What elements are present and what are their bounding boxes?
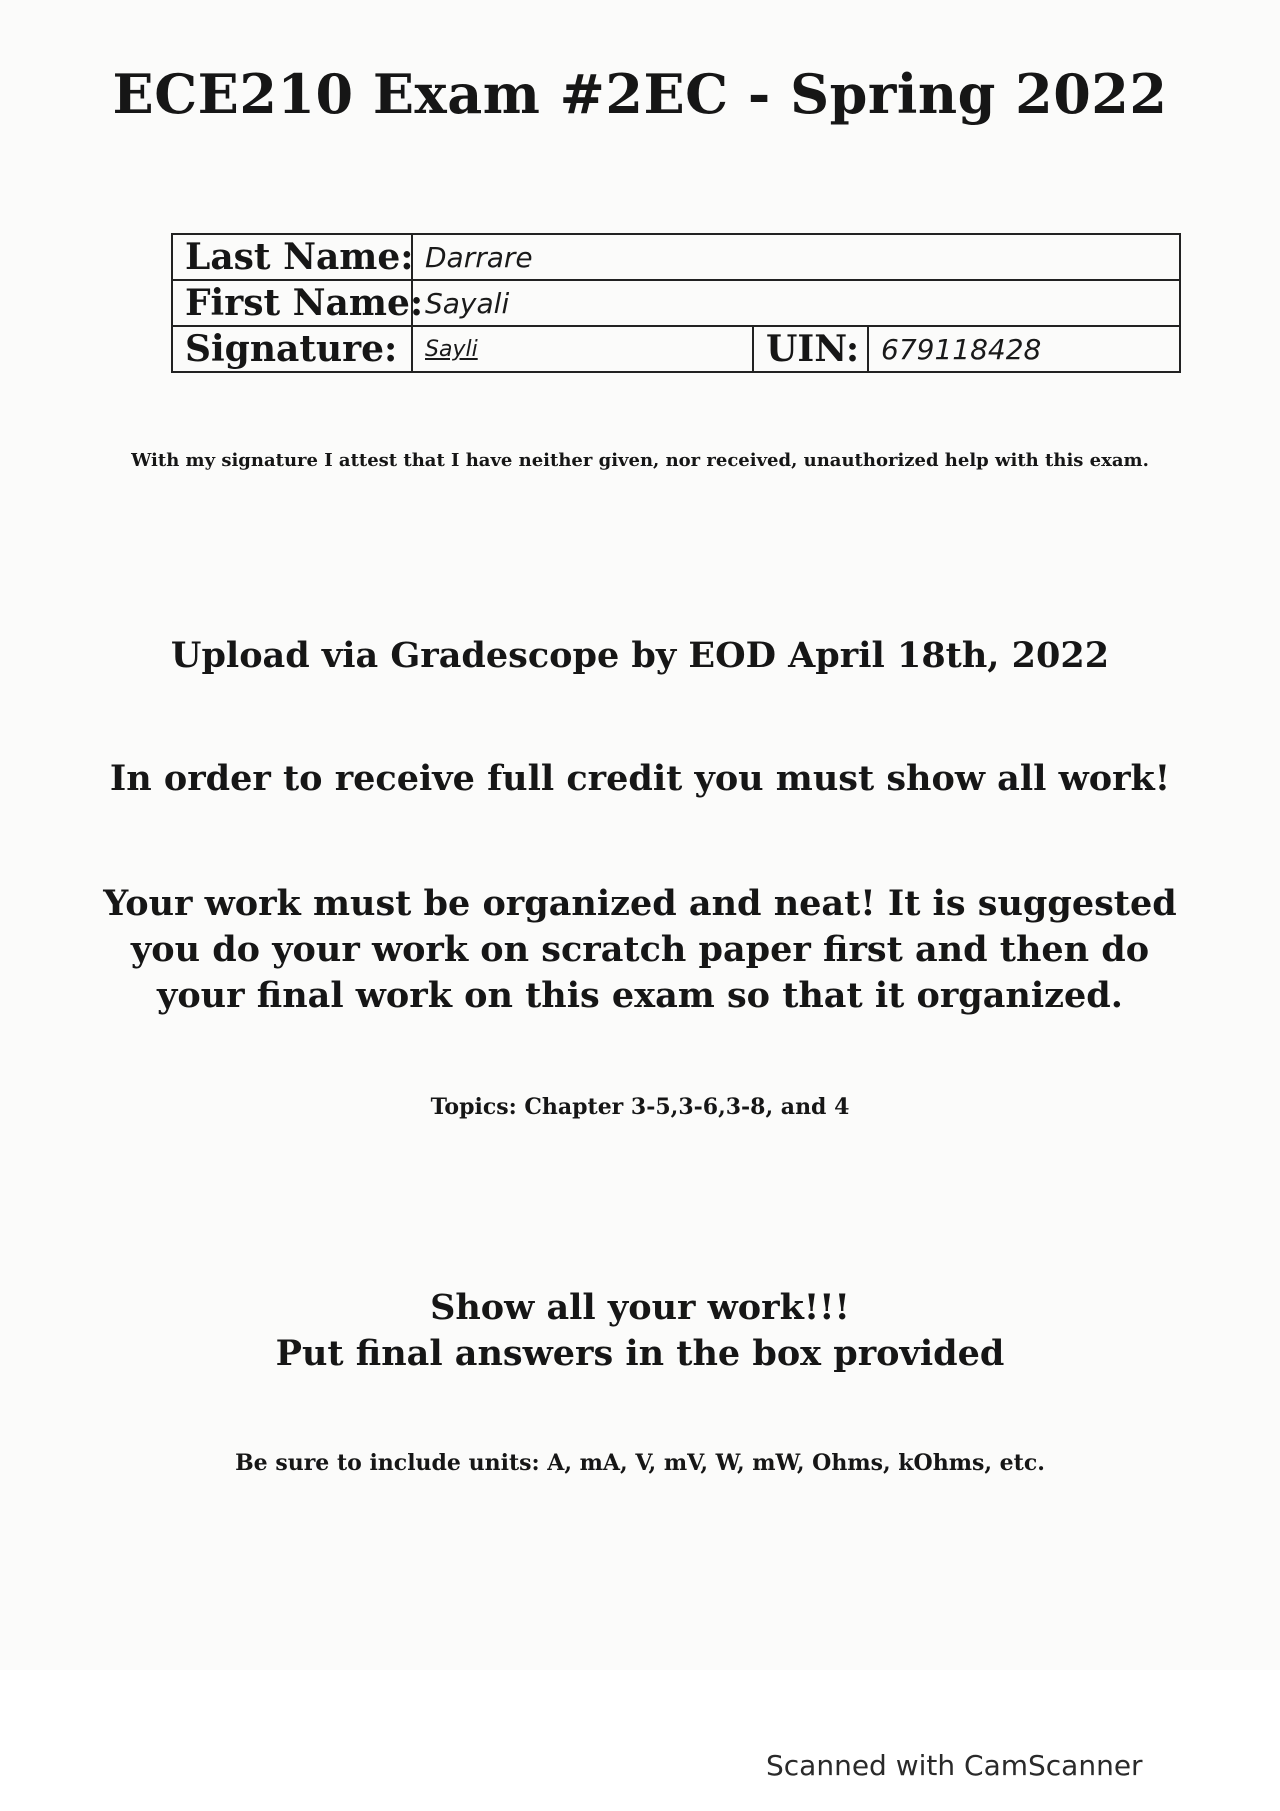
- uin-label: UIN:: [753, 326, 868, 372]
- signature-field[interactable]: Sayli: [412, 326, 753, 372]
- signature-label: Signature:: [172, 326, 412, 372]
- organized-line-2: you do your work on scratch paper first and then do: [130, 929, 1150, 970]
- units-text: Be sure to include units: A, mA, V, mV, W, mW, Ohms, kOhms, etc.: [235, 1450, 1045, 1476]
- uin-field[interactable]: 679118428: [868, 326, 1180, 372]
- last-name-label: Last Name:: [172, 234, 412, 280]
- attestation-text: With my signature I attest that I have neither given, nor received, unauthorized help with this exam.: [131, 450, 1149, 471]
- organized-line-1: Your work must be organized and neat! It is suggested: [103, 883, 1177, 924]
- student-info-table: [171, 233, 1181, 373]
- scanner-watermark: Scanned with CamScanner: [766, 1749, 1143, 1782]
- topics-text: Topics: Chapter 3-5,3-6,3-8, and 4: [430, 1094, 850, 1120]
- upload-instruction: Upload via Gradescope by EOD April 18th, 2022: [170, 635, 1110, 676]
- final-answers-text: Put final answers in the box provided: [275, 1333, 1005, 1374]
- credit-instruction: In order to receive full credit you must show all work!: [109, 758, 1171, 799]
- show-work-text: Show all your work!!!: [430, 1287, 850, 1328]
- last-name-row: [172, 234, 1180, 280]
- signature-row: [172, 326, 1180, 372]
- exam-title: ECE210 Exam #2EC - Spring 2022: [112, 62, 1168, 126]
- first-name-row: [172, 280, 1180, 326]
- first-name-field[interactable]: Sayali: [412, 280, 1180, 326]
- first-name-label: First Name:: [172, 280, 412, 326]
- organized-line-3: your final work on this exam so that it organized.: [157, 975, 1123, 1016]
- last-name-field[interactable]: Darrare: [412, 234, 1180, 280]
